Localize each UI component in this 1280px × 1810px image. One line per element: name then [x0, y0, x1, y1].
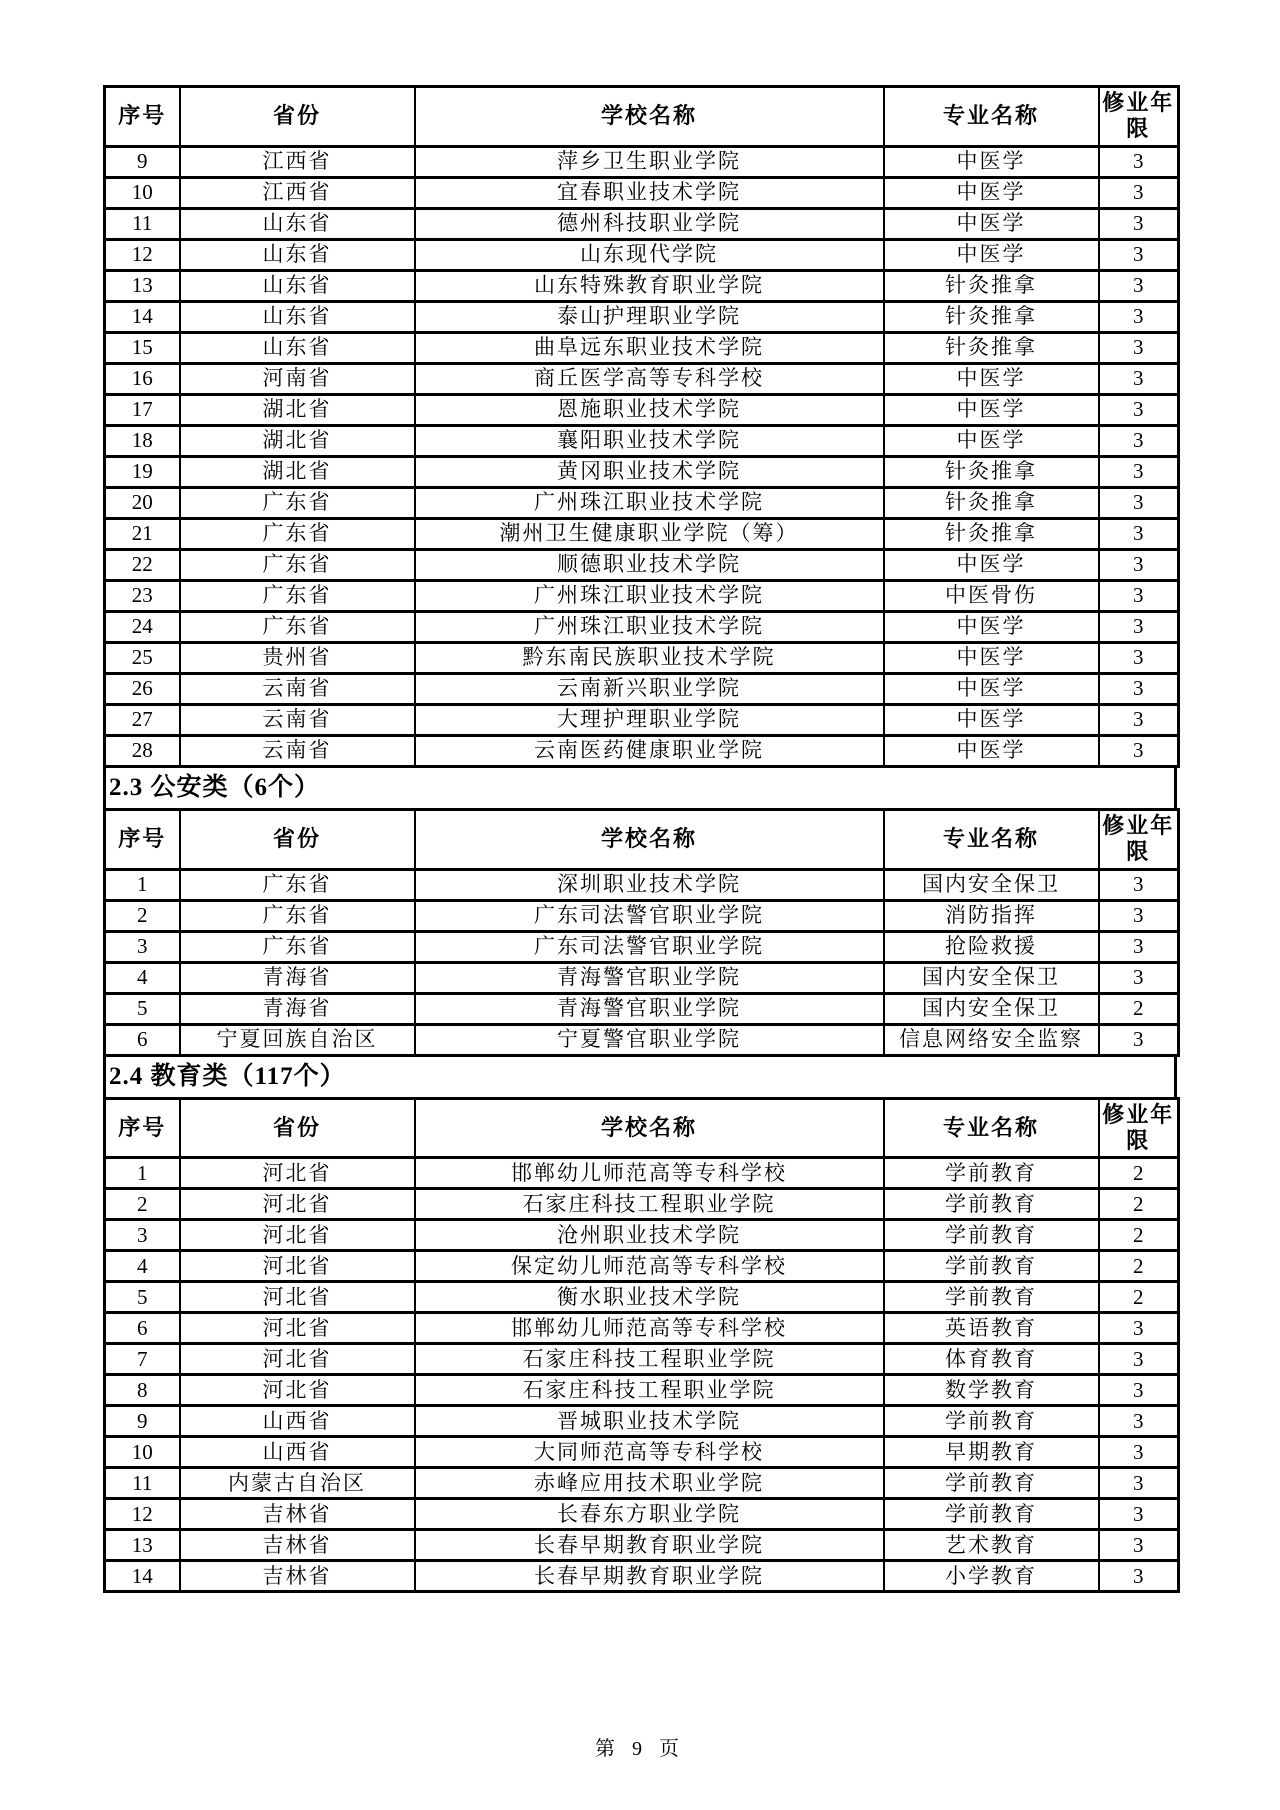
table-row [105, 1561, 1179, 1592]
cell-major: 早期教育 [884, 1437, 1099, 1468]
cell-school: 广州珠江职业技术学院 [415, 611, 884, 642]
cell-duration: 2 [1099, 1220, 1179, 1251]
cell-major: 学前教育 [884, 1158, 1099, 1189]
cell-province: 湖北省 [180, 456, 415, 487]
cell-school: 黄冈职业技术学院 [415, 456, 884, 487]
cell-school: 泰山护理职业学院 [415, 301, 884, 332]
cell-major: 中医学 [884, 363, 1099, 394]
table-row [105, 869, 1179, 900]
cell-duration: 3 [1099, 1406, 1179, 1437]
cell-school: 赤峰应用技术职业学院 [415, 1468, 884, 1499]
column-header-duration: 修业年限 [1099, 1098, 1179, 1158]
table-row [105, 394, 1179, 425]
cell-duration: 3 [1099, 1375, 1179, 1406]
cell-seq: 26 [105, 673, 180, 704]
table-row [105, 239, 1179, 270]
cell-school: 沧州职业技术学院 [415, 1220, 884, 1251]
cell-province: 吉林省 [180, 1499, 415, 1530]
cell-major: 学前教育 [884, 1406, 1099, 1437]
cell-seq: 6 [105, 1024, 180, 1055]
cell-major: 抢险救援 [884, 931, 1099, 962]
column-header-duration: 修业年限 [1099, 87, 1179, 147]
cell-province: 内蒙古自治区 [180, 1468, 415, 1499]
cell-seq: 21 [105, 518, 180, 549]
table-row [105, 208, 1179, 239]
cell-school: 大同师范高等专科学校 [415, 1437, 884, 1468]
column-header-school: 学校名称 [415, 87, 884, 147]
cell-province: 广东省 [180, 611, 415, 642]
cell-seq: 19 [105, 456, 180, 487]
cell-school: 保定幼儿师范高等专科学校 [415, 1251, 884, 1282]
cell-major: 学前教育 [884, 1499, 1099, 1530]
cell-province: 河北省 [180, 1344, 415, 1375]
cell-province: 吉林省 [180, 1530, 415, 1561]
cell-major: 学前教育 [884, 1282, 1099, 1313]
table-row [105, 1189, 1179, 1220]
column-header-school: 学校名称 [415, 809, 884, 869]
cell-duration: 3 [1099, 1313, 1179, 1344]
cell-duration: 3 [1099, 177, 1179, 208]
cell-province: 湖北省 [180, 425, 415, 456]
cell-duration: 3 [1099, 1530, 1179, 1561]
cell-province: 湖北省 [180, 394, 415, 425]
cell-major: 针灸推拿 [884, 332, 1099, 363]
cell-major: 中医学 [884, 394, 1099, 425]
cell-major: 艺术教育 [884, 1530, 1099, 1561]
table-row [105, 900, 1179, 931]
cell-school: 潮州卫生健康职业学院（筹） [415, 518, 884, 549]
cell-school: 深圳职业技术学院 [415, 869, 884, 900]
cell-major: 中医学 [884, 208, 1099, 239]
header-row [105, 809, 1179, 869]
table-row [105, 301, 1179, 332]
cell-major: 学前教育 [884, 1251, 1099, 1282]
page-number: 第 9 页 [595, 1738, 685, 1760]
cell-school: 长春东方职业学院 [415, 1499, 884, 1530]
table-row [105, 642, 1179, 673]
cell-seq: 4 [105, 1251, 180, 1282]
cell-duration: 2 [1099, 1158, 1179, 1189]
cell-seq: 10 [105, 177, 180, 208]
cell-province: 山西省 [180, 1406, 415, 1437]
cell-major: 国内安全保卫 [884, 962, 1099, 993]
table-row [105, 1468, 1179, 1499]
cell-major: 中医学 [884, 549, 1099, 580]
cell-seq: 11 [105, 208, 180, 239]
cell-duration: 3 [1099, 332, 1179, 363]
cell-province: 河北省 [180, 1375, 415, 1406]
cell-seq: 27 [105, 704, 180, 735]
cell-seq: 2 [105, 1189, 180, 1220]
cell-major: 中医学 [884, 425, 1099, 456]
cell-major: 针灸推拿 [884, 487, 1099, 518]
cell-duration: 3 [1099, 931, 1179, 962]
cell-province: 河北省 [180, 1189, 415, 1220]
column-header-seq: 序号 [105, 1098, 180, 1158]
cell-seq: 1 [105, 869, 180, 900]
cell-seq: 18 [105, 425, 180, 456]
cell-school: 广州珠江职业技术学院 [415, 580, 884, 611]
cell-school: 广东司法警官职业学院 [415, 931, 884, 962]
cell-duration: 3 [1099, 146, 1179, 177]
cell-major: 中医学 [884, 735, 1099, 766]
cell-major: 数学教育 [884, 1375, 1099, 1406]
table-row [105, 146, 1179, 177]
cell-major: 中医骨伤 [884, 580, 1099, 611]
cell-seq: 23 [105, 580, 180, 611]
cell-school: 广东司法警官职业学院 [415, 900, 884, 931]
cell-duration: 3 [1099, 301, 1179, 332]
cell-province: 江西省 [180, 177, 415, 208]
cell-school: 商丘医学高等专科学校 [415, 363, 884, 394]
cell-duration: 3 [1099, 208, 1179, 239]
column-header-seq: 序号 [105, 87, 180, 147]
table-row [105, 1499, 1179, 1530]
header-row [105, 1098, 1179, 1158]
cell-school: 石家庄科技工程职业学院 [415, 1344, 884, 1375]
tcm-category-table-continued [103, 85, 1180, 768]
cell-seq: 3 [105, 1220, 180, 1251]
cell-major: 针灸推拿 [884, 301, 1099, 332]
table-row [105, 1251, 1179, 1282]
cell-seq: 11 [105, 1468, 180, 1499]
table-row [105, 363, 1179, 394]
cell-province: 青海省 [180, 993, 415, 1024]
cell-school: 邯郸幼儿师范高等专科学校 [415, 1313, 884, 1344]
cell-seq: 17 [105, 394, 180, 425]
table-row [105, 1220, 1179, 1251]
table-row [105, 1437, 1179, 1468]
cell-duration: 3 [1099, 487, 1179, 518]
cell-province: 广东省 [180, 518, 415, 549]
cell-duration: 2 [1099, 993, 1179, 1024]
section-heading: 2.3 公安类（6个） [103, 768, 1177, 808]
cell-school: 邯郸幼儿师范高等专科学校 [415, 1158, 884, 1189]
cell-major: 国内安全保卫 [884, 993, 1099, 1024]
cell-province: 山西省 [180, 1437, 415, 1468]
cell-province: 河北省 [180, 1313, 415, 1344]
cell-duration: 3 [1099, 1344, 1179, 1375]
table-row [105, 518, 1179, 549]
cell-province: 河北省 [180, 1220, 415, 1251]
cell-province: 河北省 [180, 1251, 415, 1282]
cell-duration: 3 [1099, 673, 1179, 704]
cell-province: 宁夏回族自治区 [180, 1024, 415, 1055]
cell-duration: 3 [1099, 611, 1179, 642]
cell-province: 山东省 [180, 208, 415, 239]
table-row [105, 1530, 1179, 1561]
cell-seq: 6 [105, 1313, 180, 1344]
cell-seq: 12 [105, 1499, 180, 1530]
cell-duration: 2 [1099, 1251, 1179, 1282]
document-content [103, 85, 1177, 1593]
cell-duration: 3 [1099, 1468, 1179, 1499]
cell-seq: 13 [105, 270, 180, 301]
cell-duration: 3 [1099, 900, 1179, 931]
cell-school: 石家庄科技工程职业学院 [415, 1189, 884, 1220]
cell-seq: 3 [105, 931, 180, 962]
cell-major: 学前教育 [884, 1189, 1099, 1220]
cell-seq: 9 [105, 1406, 180, 1437]
table-row [105, 1313, 1179, 1344]
cell-seq: 13 [105, 1530, 180, 1561]
cell-duration: 3 [1099, 518, 1179, 549]
cell-major: 学前教育 [884, 1468, 1099, 1499]
cell-province: 山东省 [180, 332, 415, 363]
cell-seq: 25 [105, 642, 180, 673]
table-row [105, 993, 1179, 1024]
cell-school: 青海警官职业学院 [415, 962, 884, 993]
table-row [105, 931, 1179, 962]
cell-major: 针灸推拿 [884, 518, 1099, 549]
cell-duration: 3 [1099, 962, 1179, 993]
cell-major: 小学教育 [884, 1561, 1099, 1592]
cell-duration: 3 [1099, 1561, 1179, 1592]
cell-duration: 3 [1099, 363, 1179, 394]
cell-duration: 3 [1099, 735, 1179, 766]
cell-seq: 24 [105, 611, 180, 642]
cell-duration: 3 [1099, 549, 1179, 580]
cell-school: 石家庄科技工程职业学院 [415, 1375, 884, 1406]
cell-school: 襄阳职业技术学院 [415, 425, 884, 456]
column-header-major: 专业名称 [884, 809, 1099, 869]
cell-seq: 28 [105, 735, 180, 766]
cell-school: 云南医药健康职业学院 [415, 735, 884, 766]
cell-province: 河北省 [180, 1158, 415, 1189]
cell-duration: 3 [1099, 1499, 1179, 1530]
cell-seq: 5 [105, 1282, 180, 1313]
cell-duration: 3 [1099, 270, 1179, 301]
cell-seq: 20 [105, 487, 180, 518]
cell-school: 黔东南民族职业技术学院 [415, 642, 884, 673]
table-row [105, 1375, 1179, 1406]
column-header-duration: 修业年限 [1099, 809, 1179, 869]
cell-major: 英语教育 [884, 1313, 1099, 1344]
cell-duration: 3 [1099, 425, 1179, 456]
cell-school: 云南新兴职业学院 [415, 673, 884, 704]
table-row [105, 611, 1179, 642]
cell-major: 中医学 [884, 704, 1099, 735]
table-row [105, 962, 1179, 993]
cell-school: 青海警官职业学院 [415, 993, 884, 1024]
table-row [105, 270, 1179, 301]
table-row [105, 425, 1179, 456]
cell-school: 萍乡卫生职业学院 [415, 146, 884, 177]
table-row [105, 177, 1179, 208]
cell-province: 广东省 [180, 900, 415, 931]
cell-province: 青海省 [180, 962, 415, 993]
cell-major: 中医学 [884, 642, 1099, 673]
cell-province: 广东省 [180, 869, 415, 900]
table-row [105, 332, 1179, 363]
cell-duration: 2 [1099, 1282, 1179, 1313]
cell-province: 吉林省 [180, 1561, 415, 1592]
cell-major: 中医学 [884, 611, 1099, 642]
cell-province: 广东省 [180, 487, 415, 518]
cell-school: 衡水职业技术学院 [415, 1282, 884, 1313]
cell-school: 长春早期教育职业学院 [415, 1530, 884, 1561]
table-row [105, 487, 1179, 518]
cell-seq: 12 [105, 239, 180, 270]
table-row [105, 673, 1179, 704]
table-row [105, 1344, 1179, 1375]
cell-province: 广东省 [180, 549, 415, 580]
cell-duration: 3 [1099, 1024, 1179, 1055]
cell-major: 体育教育 [884, 1344, 1099, 1375]
cell-duration: 3 [1099, 580, 1179, 611]
table-row [105, 456, 1179, 487]
cell-province: 江西省 [180, 146, 415, 177]
cell-seq: 1 [105, 1158, 180, 1189]
cell-school: 德州科技职业学院 [415, 208, 884, 239]
cell-seq: 7 [105, 1344, 180, 1375]
cell-seq: 15 [105, 332, 180, 363]
cell-province: 广东省 [180, 931, 415, 962]
cell-province: 贵州省 [180, 642, 415, 673]
cell-major: 信息网络安全监察 [884, 1024, 1099, 1055]
column-header-major: 专业名称 [884, 1098, 1099, 1158]
table-row [105, 549, 1179, 580]
cell-duration: 2 [1099, 1189, 1179, 1220]
cell-major: 中医学 [884, 673, 1099, 704]
column-header-province: 省份 [180, 87, 415, 147]
column-header-seq: 序号 [105, 809, 180, 869]
cell-school: 宜春职业技术学院 [415, 177, 884, 208]
cell-province: 云南省 [180, 735, 415, 766]
cell-school: 广州珠江职业技术学院 [415, 487, 884, 518]
cell-duration: 3 [1099, 456, 1179, 487]
cell-seq: 22 [105, 549, 180, 580]
table-row [105, 704, 1179, 735]
header-row [105, 87, 1179, 147]
cell-school: 宁夏警官职业学院 [415, 1024, 884, 1055]
cell-duration: 3 [1099, 704, 1179, 735]
cell-duration: 3 [1099, 869, 1179, 900]
cell-province: 河南省 [180, 363, 415, 394]
section-heading: 2.4 教育类（117个） [103, 1057, 1177, 1097]
cell-duration: 3 [1099, 1437, 1179, 1468]
cell-major: 消防指挥 [884, 900, 1099, 931]
cell-major: 针灸推拿 [884, 270, 1099, 301]
cell-major: 针灸推拿 [884, 456, 1099, 487]
education-table [103, 1097, 1180, 1594]
cell-major: 中医学 [884, 239, 1099, 270]
cell-seq: 8 [105, 1375, 180, 1406]
cell-major: 学前教育 [884, 1220, 1099, 1251]
table-row [105, 1406, 1179, 1437]
column-header-school: 学校名称 [415, 1098, 884, 1158]
cell-province: 云南省 [180, 673, 415, 704]
cell-major: 中医学 [884, 146, 1099, 177]
public-security-table [103, 808, 1180, 1057]
cell-major: 中医学 [884, 177, 1099, 208]
cell-duration: 3 [1099, 394, 1179, 425]
table-row [105, 1158, 1179, 1189]
cell-school: 曲阜远东职业技术学院 [415, 332, 884, 363]
cell-seq: 4 [105, 962, 180, 993]
table-row [105, 1282, 1179, 1313]
cell-duration: 3 [1099, 642, 1179, 673]
cell-school: 恩施职业技术学院 [415, 394, 884, 425]
cell-school: 山东现代学院 [415, 239, 884, 270]
cell-seq: 14 [105, 301, 180, 332]
cell-seq: 2 [105, 900, 180, 931]
cell-seq: 5 [105, 993, 180, 1024]
cell-province: 广东省 [180, 580, 415, 611]
cell-major: 国内安全保卫 [884, 869, 1099, 900]
cell-province: 云南省 [180, 704, 415, 735]
table-row [105, 1024, 1179, 1055]
cell-province: 河北省 [180, 1282, 415, 1313]
cell-seq: 16 [105, 363, 180, 394]
cell-province: 山东省 [180, 239, 415, 270]
cell-school: 晋城职业技术学院 [415, 1406, 884, 1437]
column-header-province: 省份 [180, 1098, 415, 1158]
cell-seq: 14 [105, 1561, 180, 1592]
table-row [105, 735, 1179, 766]
cell-seq: 10 [105, 1437, 180, 1468]
cell-school: 大理护理职业学院 [415, 704, 884, 735]
column-header-major: 专业名称 [884, 87, 1099, 147]
cell-school: 长春早期教育职业学院 [415, 1561, 884, 1592]
cell-province: 山东省 [180, 270, 415, 301]
cell-province: 山东省 [180, 301, 415, 332]
cell-seq: 9 [105, 146, 180, 177]
cell-school: 山东特殊教育职业学院 [415, 270, 884, 301]
column-header-province: 省份 [180, 809, 415, 869]
cell-duration: 3 [1099, 239, 1179, 270]
table-row [105, 580, 1179, 611]
cell-school: 顺德职业技术学院 [415, 549, 884, 580]
